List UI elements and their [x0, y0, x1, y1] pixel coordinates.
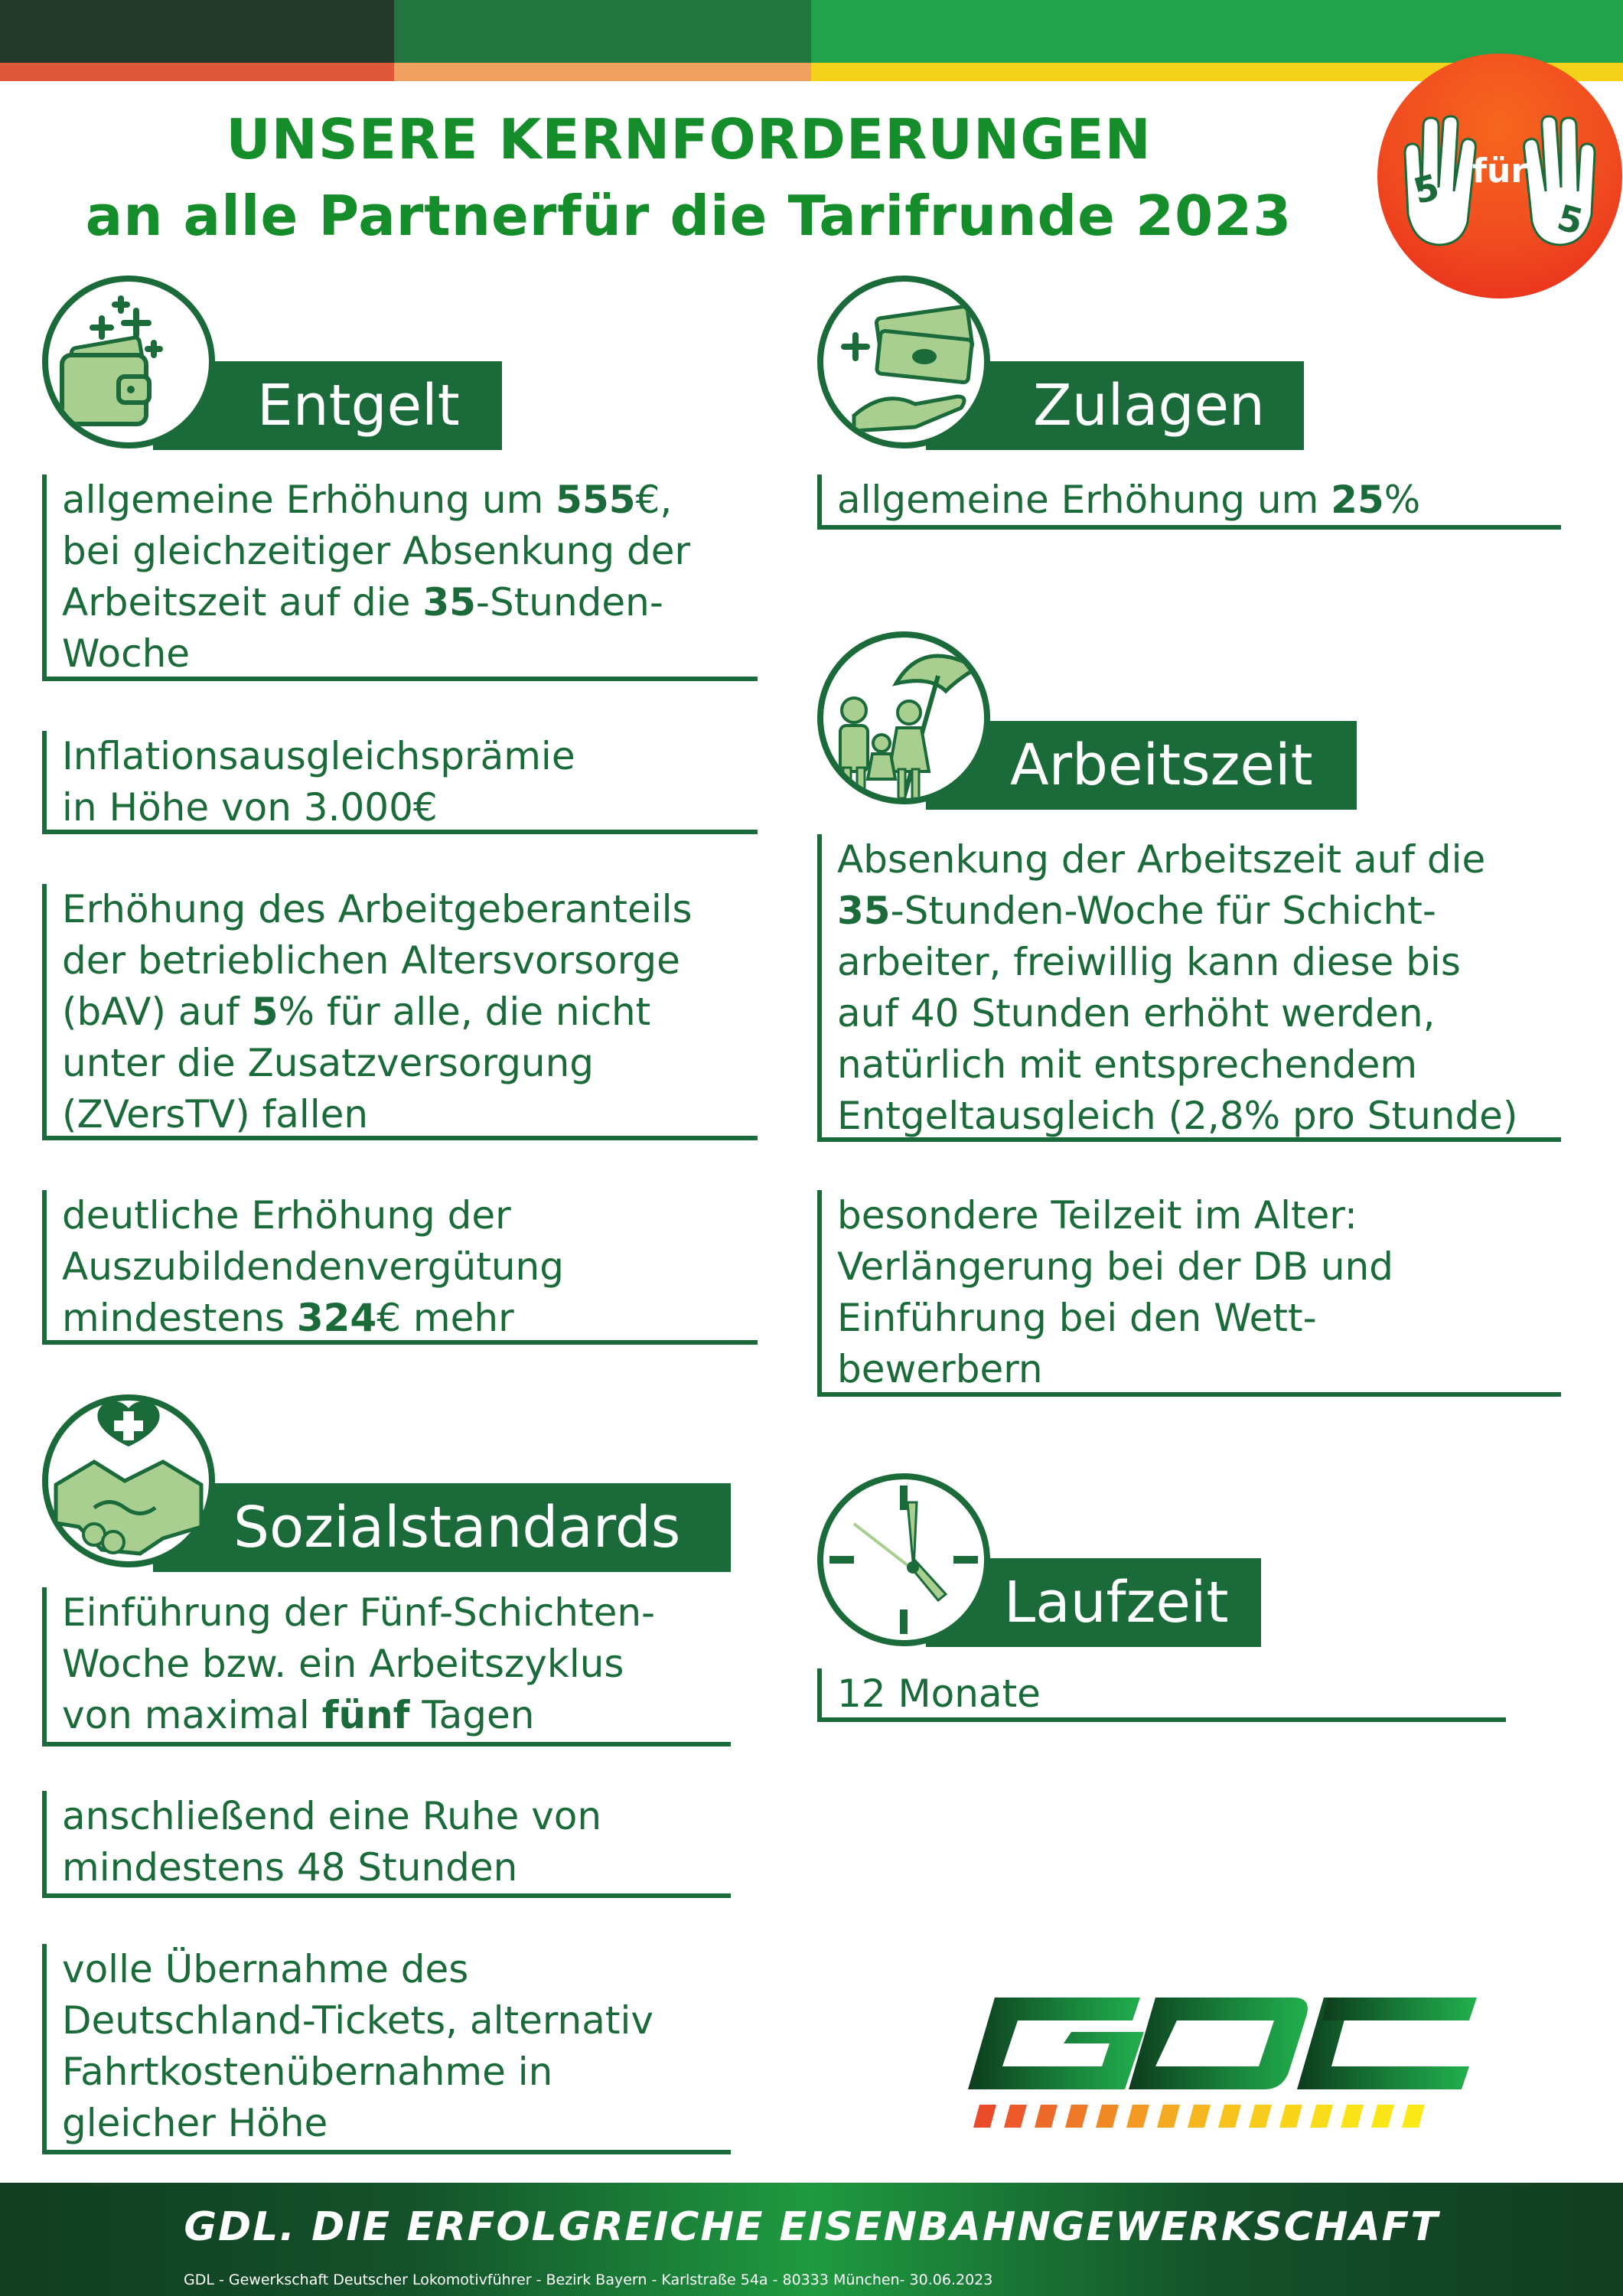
entgelt-item-1: allgemeine Erhöhung um 555€, bei gleichzeitiger Absenkung der Arbeitszeit auf die 35-Stunden- Woche — [42, 475, 758, 681]
entgelt-item-2: Inflationsausgleichsprämie in Höhe von 3.000€ — [42, 731, 758, 834]
section-heading-arbeitszeit — [926, 721, 1357, 810]
arbeitszeit-item-2: besondere Teilzeit im Alter: Verlängerung bei der DB und Einführung bei den Wett- bewerbern — [817, 1190, 1561, 1397]
money-hand-icon — [823, 282, 984, 442]
page-title: UNSERE KERNFORDERUNGEN — [226, 107, 1152, 171]
badge-label: für — [1471, 152, 1528, 191]
sozialstandards-item-3: volle Übernahme des Deutschland-Tickets, alternativ Fahrtkostenübernahme in gleicher Höhe — [42, 1944, 731, 2154]
family-umbrella-icon — [823, 638, 984, 798]
section-icon-laufzeit — [817, 1473, 990, 1646]
section-icon-entgelt — [42, 276, 215, 448]
entgelt-item-4: deutliche Erhöhung der Auszubildendenvergütung mindestens 324€ mehr — [42, 1190, 758, 1345]
laufzeit-item-1: 12 Monate — [817, 1668, 1506, 1722]
clock-icon — [823, 1479, 984, 1640]
section-icon-zulagen — [817, 276, 990, 448]
section-icon-arbeitszeit — [817, 631, 990, 804]
sozialstandards-item-2: anschließend eine Ruhe von mindestens 48 Stunden — [42, 1791, 731, 1898]
handshake-heart-icon — [48, 1401, 209, 1561]
sozialstandards-item-1: Einführung der Fünf-Schichten- Woche bzw. ein Arbeitszyklus von maximal fünf Tagen — [42, 1587, 731, 1746]
section-title-zulagen: Zulagen — [1033, 373, 1265, 439]
badge-right-number: 5 — [1553, 196, 1588, 243]
wallet-icon — [48, 282, 209, 442]
footer-slogan: GDL. DIE ERFOLGREICHE EISENBAHNGEWERKSCHAFT — [184, 2204, 1439, 2250]
section-title-laufzeit: Laufzeit — [1004, 1570, 1229, 1636]
footer-bar — [0, 2183, 1623, 2296]
section-title-sozialstandards: Sozialstandards — [233, 1495, 681, 1561]
arbeitszeit-item-1: Absenkung der Arbeitszeit auf die 35-Stunden-Woche für Schicht- arbeiter, freiwillig kann diese bis auf 40 Stunden erhöht werden, natürlich mit entsprechendem Entgeltausgleich (2,8% pro Stunde) — [817, 834, 1561, 1142]
footer-address: GDL - Gewerkschaft Deutscher Lokomotivführer - Bezirk Bayern - Karlstraße 54a - 80333 München- 30.06.2023 — [184, 2272, 993, 2288]
gdl-logo — [964, 1990, 1484, 2143]
five-for-five-badge — [1377, 54, 1622, 298]
entgelt-item-3: Erhöhung des Arbeitgeberanteils der betrieblichen Altersvorsorge (bAV) auf 5% für alle, die nicht unter die Zusatzversorgung (ZVersTV) fallen — [42, 884, 758, 1140]
section-title-arbeitszeit: Arbeitszeit — [1010, 732, 1313, 798]
zulagen-item-1: allgemeine Erhöhung um 25% — [817, 475, 1561, 530]
section-title-entgelt: Entgelt — [257, 373, 460, 439]
page-subtitle: an alle Partnerfür die Tarifrunde 2023 — [85, 184, 1292, 248]
section-heading-sozialstandards — [153, 1483, 731, 1572]
badge-left-number: 5 — [1409, 165, 1444, 213]
section-icon-sozialstandards — [42, 1394, 215, 1567]
